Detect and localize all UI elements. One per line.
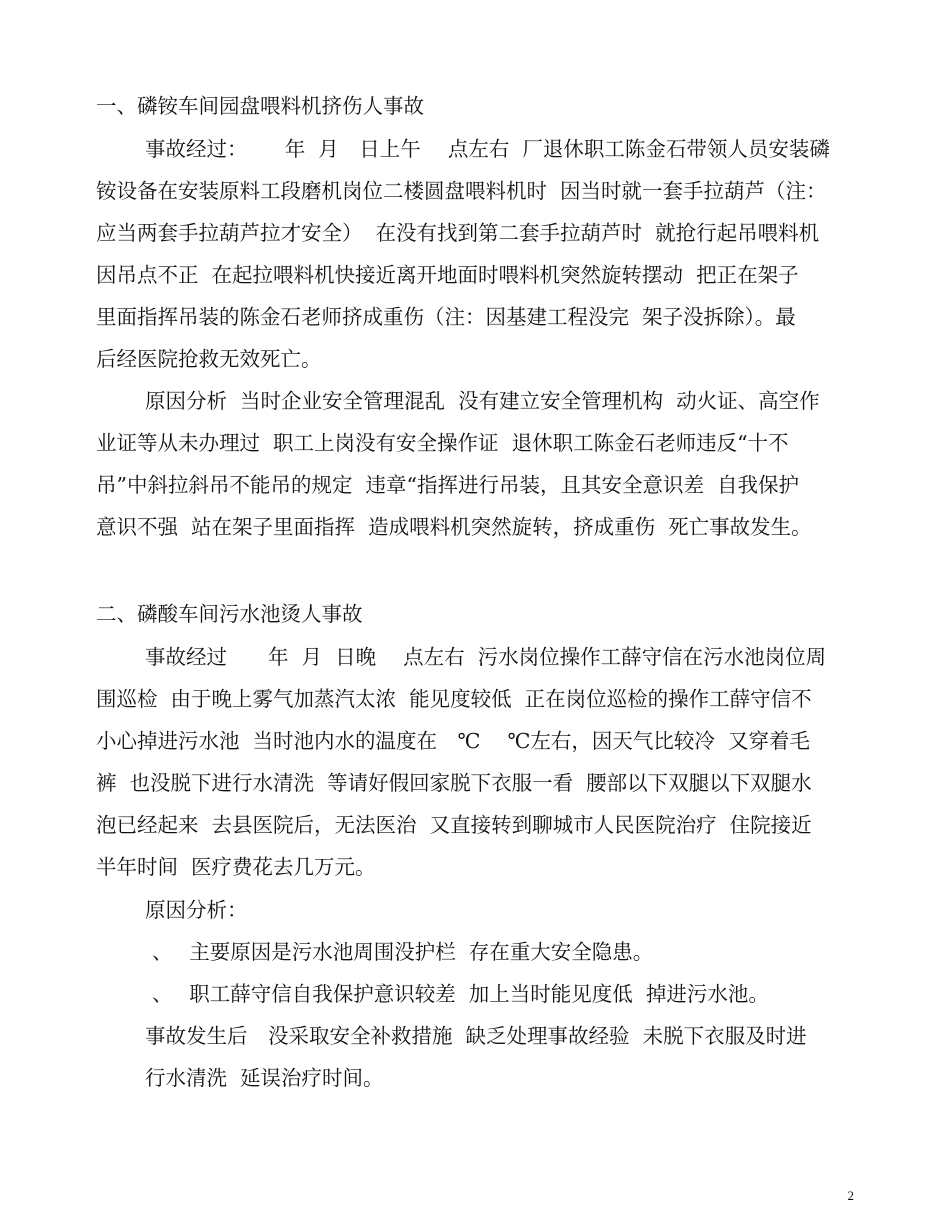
section1-heading: 一、磷铵车间园盘喂料机挤伤人事故 <box>96 94 424 118</box>
section2-heading: 二、磷酸车间污水池烫人事故 <box>96 602 363 626</box>
section1-p2-line: 业证等从未办理过 职工上岗没有安全操作证 退休职工陈金石老师违反“十不 <box>96 431 789 455</box>
section1-p2-line: 原因分析 当时企业安全管理混乱 没有建立安全管理机构 动火证、高空作 <box>145 389 820 413</box>
section2-p1-line: 裤 也没脱下进行水清洗 等请好假回家脱下衣服一看 腰部以下双腿以下双腿水 <box>96 771 812 795</box>
section2-p1-line: 半年时间 医疗费花去几万元。 <box>96 855 376 879</box>
section1-p1-line: 后经医院抢救无效死亡。 <box>96 347 322 371</box>
section2-p1-line: 事故经过 年 月 日晚 点左右 污水岗位操作工薛守信在污水池岗位周 <box>145 645 827 669</box>
section1-p2-line: 意识不强 站在架子里面指挥 造成喂料机突然旋转，挤成重伤 死亡事故发生。 <box>96 515 812 539</box>
section2-p1-line: 小心掉进污水池 当时池内水的温度在 ℃ ℃左右，因天气比较冷 又穿着毛 <box>96 729 810 753</box>
section1-p1-line: 里面指挥吊装的陈金石老师挤成重伤（注：因基建工程没完 架子没拆除）。最 <box>96 305 796 329</box>
section1-p2-line: 吊”中斜拉斜吊不能吊的规定 违章“指挥进行吊装，且其安全意识差 自我保护 <box>96 473 800 497</box>
section2-p1-line: 围巡检 由于晚上雾气加蒸汽太浓 能见度较低 正在岗位巡检的操作工薛守信不 <box>96 687 812 711</box>
cause-analysis-title: 原因分析： <box>145 898 248 922</box>
section2-p2-line: 行水清洗 延误治疗时间。 <box>145 1066 384 1090</box>
section2-p1-line: 泡已经起来 去县医院后，无法医治 又直接转到聊城市人民医院治疗 住院接近 <box>96 813 812 837</box>
cause-item: 、 职工薛守信自我保护意识较差 加上当时能见度低 掉进污水池。 <box>152 982 769 1006</box>
section2-p2-line: 事故发生后 没采取安全补救措施 缺乏处理事故经验 未脱下衣服及时进 <box>145 1024 807 1048</box>
section1-p1-line: 事故经过： 年 月 日上午 点左右 厂退休职工陈金石带领人员安装磷 <box>145 137 830 161</box>
section1-p1-line: 因吊点不正 在起拉喂料机快接近离开地面时喂料机突然旋转摆动 把正在架子 <box>96 263 799 287</box>
cause-item: 、 主要原因是污水池周围没护栏 存在重大安全隐患。 <box>152 940 654 964</box>
section1-p1-line: 应当两套手拉葫芦拉才安全） 在没有找到第二套手拉葫芦时 就抢行起吊喂料机 <box>96 221 820 245</box>
section1-p1-line: 铵设备在安装原料工段磨机岗位二楼圆盘喂料机时 因当时就一套手拉葫芦（注： <box>96 179 827 203</box>
page-number: 2 <box>847 1188 854 1203</box>
